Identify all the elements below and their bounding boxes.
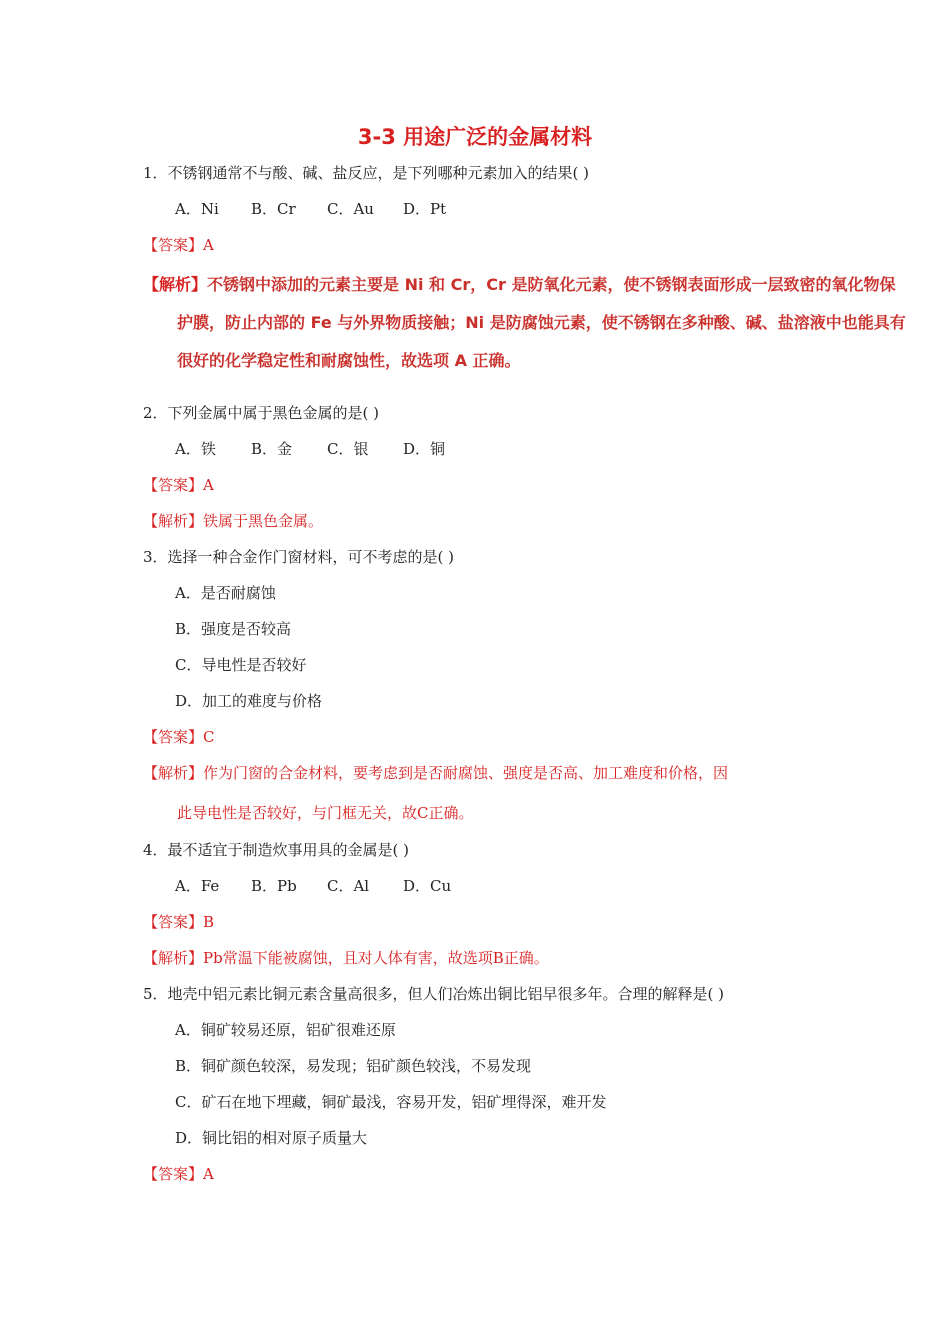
explanation-line: 不锈钢中添加的元素主要是 Ni 和 Cr，Cr 是防氧化元素，使不锈钢表面形成一层致密的氧化物保 [207,275,896,294]
question-5-answer [143,1164,214,1184]
answer-tag: 【答案】 [143,913,204,931]
question-2-explanation [143,511,323,531]
explanation-tag: 【解析】 [143,764,204,782]
question-1-stem: 1．不锈钢通常不与酸、碱、盐反应，是下列哪种元素加入的结果( ) [143,164,590,182]
option-c: C．Au [327,200,374,218]
option-c: C．导电性是否较好 [175,656,307,674]
option-c: C．银 [327,440,369,458]
option-b: B．铜矿颜色较深，易发现；铝矿颜色较浅，不易发现 [175,1057,532,1075]
answer-tag: 【答案】 [143,1165,204,1183]
option-d: D．Cu [403,877,452,895]
answer-value: C [203,728,215,746]
answer-value: A [203,476,214,494]
option-a: A．是否耐腐蚀 [175,584,276,602]
question-4-answer [143,912,214,932]
option-c: C．Al [327,877,370,895]
option-a: A．Ni [175,200,219,218]
explanation-line: 护膜，防止内部的 Fe 与外界物质接触；Ni 是防腐蚀元素，使不锈钢在多种酸、碱、盐溶液中也能具有 [177,313,906,332]
question-1-answer [143,235,214,255]
option-d: D．铜 [403,440,446,458]
question-1-explanation [143,275,895,295]
answer-value: A [203,1165,214,1183]
option-b: B．金 [251,440,293,458]
option-c: C．矿石在地下埋藏，铜矿最浅，容易开发，铝矿埋得深，难开发 [175,1093,607,1111]
explanation-line: 此导电性是否较好，与门框无关，故C正确。 [177,804,474,822]
option-b: B．强度是否较高 [175,620,292,638]
explanation-line: 铁属于黑色金属。 [203,512,324,530]
explanation-line: 作为门窗的合金材料，要考虑到是否耐腐蚀、强度是否高、加工难度和价格，因 [203,764,729,782]
answer-value: B [203,913,215,931]
question-2-stem: 2．下列金属中属于黑色金属的是( ) [143,404,380,422]
question-2-options [175,439,445,459]
option-d: D．加工的难度与价格 [175,692,323,710]
page-title: 3-3 用途广泛的金属材料 [357,125,593,149]
option-b: B．Cr [251,200,296,218]
question-4-stem: 4．最不适宜于制造炊事用具的金属是( ) [143,841,410,859]
question-4-explanation [143,948,549,968]
option-d: D．Pt [403,200,447,218]
explanation-tag: 【解析】 [143,512,204,530]
question-2-answer [143,475,214,495]
explanation-line: 很好的化学稳定性和耐腐蚀性，故选项 A 正确。 [177,351,521,370]
explanation-line: Pb常温下能被腐蚀，且对人体有害，故选项B正确。 [203,949,549,967]
question-3-explanation [143,763,728,783]
question-1-options [175,199,446,219]
option-d: D．铜比铝的相对原子质量大 [175,1129,368,1147]
question-3-answer [143,727,215,747]
explanation-tag: 【解析】 [143,275,208,294]
explanation-tag: 【解析】 [143,949,204,967]
question-3-stem: 3．选择一种合金作门窗材料，可不考虑的是( ) [143,548,455,566]
option-a: A．Fe [175,877,220,895]
answer-tag: 【答案】 [143,728,204,746]
question-4-options [175,876,451,896]
option-a: A．铁 [175,440,216,458]
option-b: B．Pb [251,877,297,895]
answer-tag: 【答案】 [143,476,204,494]
question-5-stem: 5．地壳中铝元素比铜元素含量高很多，但人们冶炼出铜比铝早很多年。合理的解释是( ) [143,985,725,1003]
option-a: A．铜矿较易还原，铝矿很难还原 [175,1021,396,1039]
answer-value: A [203,236,214,254]
answer-tag: 【答案】 [143,236,204,254]
